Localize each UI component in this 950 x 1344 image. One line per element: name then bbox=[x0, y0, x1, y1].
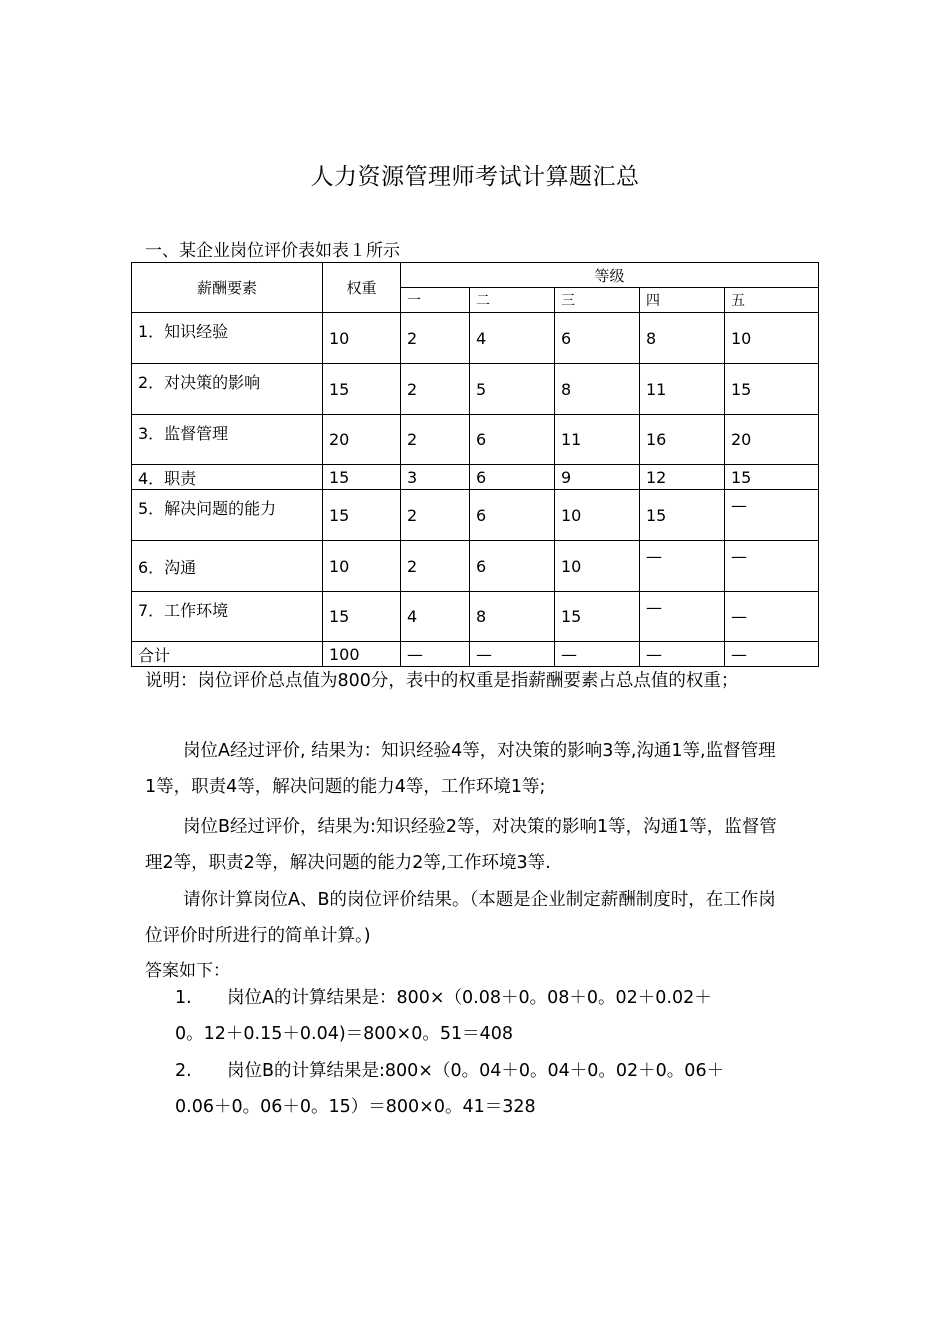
note-paragraph: 说明：岗位评价总点值为800分，表中的权重是指薪酬要素占总点值的权重； bbox=[145, 671, 739, 691]
answer-item bbox=[175, 980, 795, 1052]
grade-cell: 20 bbox=[725, 415, 819, 465]
grade-cell: 8 bbox=[470, 592, 555, 642]
grade-cell: — bbox=[555, 642, 640, 667]
grade-cell: — bbox=[725, 541, 819, 592]
grade-cell: — bbox=[640, 541, 725, 592]
answer-number: 1. bbox=[175, 988, 192, 1008]
grade-cell: 6 bbox=[555, 313, 640, 364]
grade-cell: 2 bbox=[401, 415, 470, 465]
grade-cell: 2 bbox=[401, 541, 470, 592]
grade-cell: — bbox=[725, 642, 819, 667]
grade-cell: 15 bbox=[725, 465, 819, 490]
grade-cell: 9 bbox=[555, 465, 640, 490]
page-title: 人力资源管理师考试计算题汇总 bbox=[310, 164, 640, 190]
grade-cell: 15 bbox=[640, 490, 725, 541]
grade-cell: 11 bbox=[555, 415, 640, 465]
grade-cell: 10 bbox=[555, 541, 640, 592]
table-row bbox=[132, 364, 819, 415]
grade-cell: — bbox=[640, 592, 725, 642]
grade-label: 一 bbox=[401, 288, 470, 313]
grade-label: 五 bbox=[725, 288, 819, 313]
answer-heading: 答案如下： bbox=[145, 961, 230, 981]
table-row bbox=[132, 592, 819, 642]
grade-cell: — bbox=[725, 592, 819, 642]
weight-cell: 100 bbox=[323, 642, 401, 667]
grade-cell: 10 bbox=[725, 313, 819, 364]
answer-line: 岗位B的计算结果是:800×（0。04＋0。04＋0。02＋0。06＋ bbox=[227, 1061, 725, 1081]
grade-cell: 3 bbox=[401, 465, 470, 490]
weight-cell: 20 bbox=[323, 415, 401, 465]
grade-cell: 11 bbox=[640, 364, 725, 415]
header-grade: 等级 bbox=[401, 263, 819, 288]
grade-label: 三 bbox=[555, 288, 640, 313]
grade-cell: — bbox=[470, 642, 555, 667]
note-paragraph: 岗位B经过评价，结果为:知识经验2等，对决策的影响1等，沟通1等，监督管理2等，职责2等，解决问题的能力2等,工作环境3等. bbox=[145, 817, 777, 873]
table-row bbox=[132, 490, 819, 541]
grade-cell: 12 bbox=[640, 465, 725, 490]
grade-cell: 15 bbox=[725, 364, 819, 415]
answer-line: 岗位A的计算结果是：800×（0.08＋0。08＋0。02＋0.02＋ bbox=[227, 988, 712, 1008]
grade-cell: 6 bbox=[470, 415, 555, 465]
grade-cell: 10 bbox=[555, 490, 640, 541]
grade-cell: 6 bbox=[470, 465, 555, 490]
factor-cell: 7．工作环境 bbox=[132, 592, 323, 642]
grade-cell: 4 bbox=[470, 313, 555, 364]
note-paragraph: 岗位A经过评价, 结果为：知识经验4等，对决策的影响3等,沟通1等,监督管理1等，职责4等，解决问题的能力4等，工作环境1等; bbox=[145, 741, 776, 797]
factor-cell: 5．解决问题的能力 bbox=[132, 490, 323, 541]
answer-number: 2. bbox=[175, 1061, 192, 1081]
grade-cell: 8 bbox=[640, 313, 725, 364]
grade-cell: 6 bbox=[470, 541, 555, 592]
header-factor: 薪酬要素 bbox=[132, 263, 323, 313]
grade-cell: 8 bbox=[555, 364, 640, 415]
factor-cell: 4．职责 bbox=[132, 465, 323, 490]
grade-label: 四 bbox=[640, 288, 725, 313]
table-row bbox=[132, 415, 819, 465]
section-heading: 一、某企业岗位评价表如表１所示 bbox=[145, 241, 400, 261]
weight-cell: 15 bbox=[323, 592, 401, 642]
factor-cell: 6．沟通 bbox=[132, 541, 323, 592]
grade-cell: 2 bbox=[401, 313, 470, 364]
answer-line: 0.06＋0。06＋0。15）＝800×0。41＝328 bbox=[175, 1097, 536, 1117]
table-row bbox=[132, 541, 819, 592]
answer-item bbox=[175, 1053, 795, 1125]
grade-cell: 2 bbox=[401, 490, 470, 541]
factor-cell: 3．监督管理 bbox=[132, 415, 323, 465]
grade-cell: — bbox=[725, 490, 819, 541]
weight-cell: 15 bbox=[323, 490, 401, 541]
weight-cell: 10 bbox=[323, 541, 401, 592]
note-paragraph: 请你计算岗位A、B的岗位评价结果。（本题是企业制定薪酬制度时，在工作岗位评价时所进行的简单计算。) bbox=[145, 890, 776, 946]
grade-cell: 16 bbox=[640, 415, 725, 465]
grade-cell: 4 bbox=[401, 592, 470, 642]
grade-label: 二 bbox=[470, 288, 555, 313]
table-row bbox=[132, 465, 819, 490]
grade-cell: 15 bbox=[555, 592, 640, 642]
grade-cell: 5 bbox=[470, 364, 555, 415]
factor-cell: 合计 bbox=[132, 642, 323, 667]
factor-cell: 2．对决策的影响 bbox=[132, 364, 323, 415]
factor-cell: 1．知识经验 bbox=[132, 313, 323, 364]
header-weight: 权重 bbox=[323, 263, 401, 313]
grade-cell: 6 bbox=[470, 490, 555, 541]
grade-cell: — bbox=[401, 642, 470, 667]
grade-cell: — bbox=[640, 642, 725, 667]
table-row bbox=[132, 313, 819, 364]
weight-cell: 10 bbox=[323, 313, 401, 364]
answer-line: 0。12＋0.15＋0.04)＝800×0。51＝408 bbox=[175, 1024, 514, 1044]
weight-cell: 15 bbox=[323, 364, 401, 415]
grade-cell: 2 bbox=[401, 364, 470, 415]
weight-cell: 15 bbox=[323, 465, 401, 490]
job-evaluation-table bbox=[131, 262, 819, 667]
